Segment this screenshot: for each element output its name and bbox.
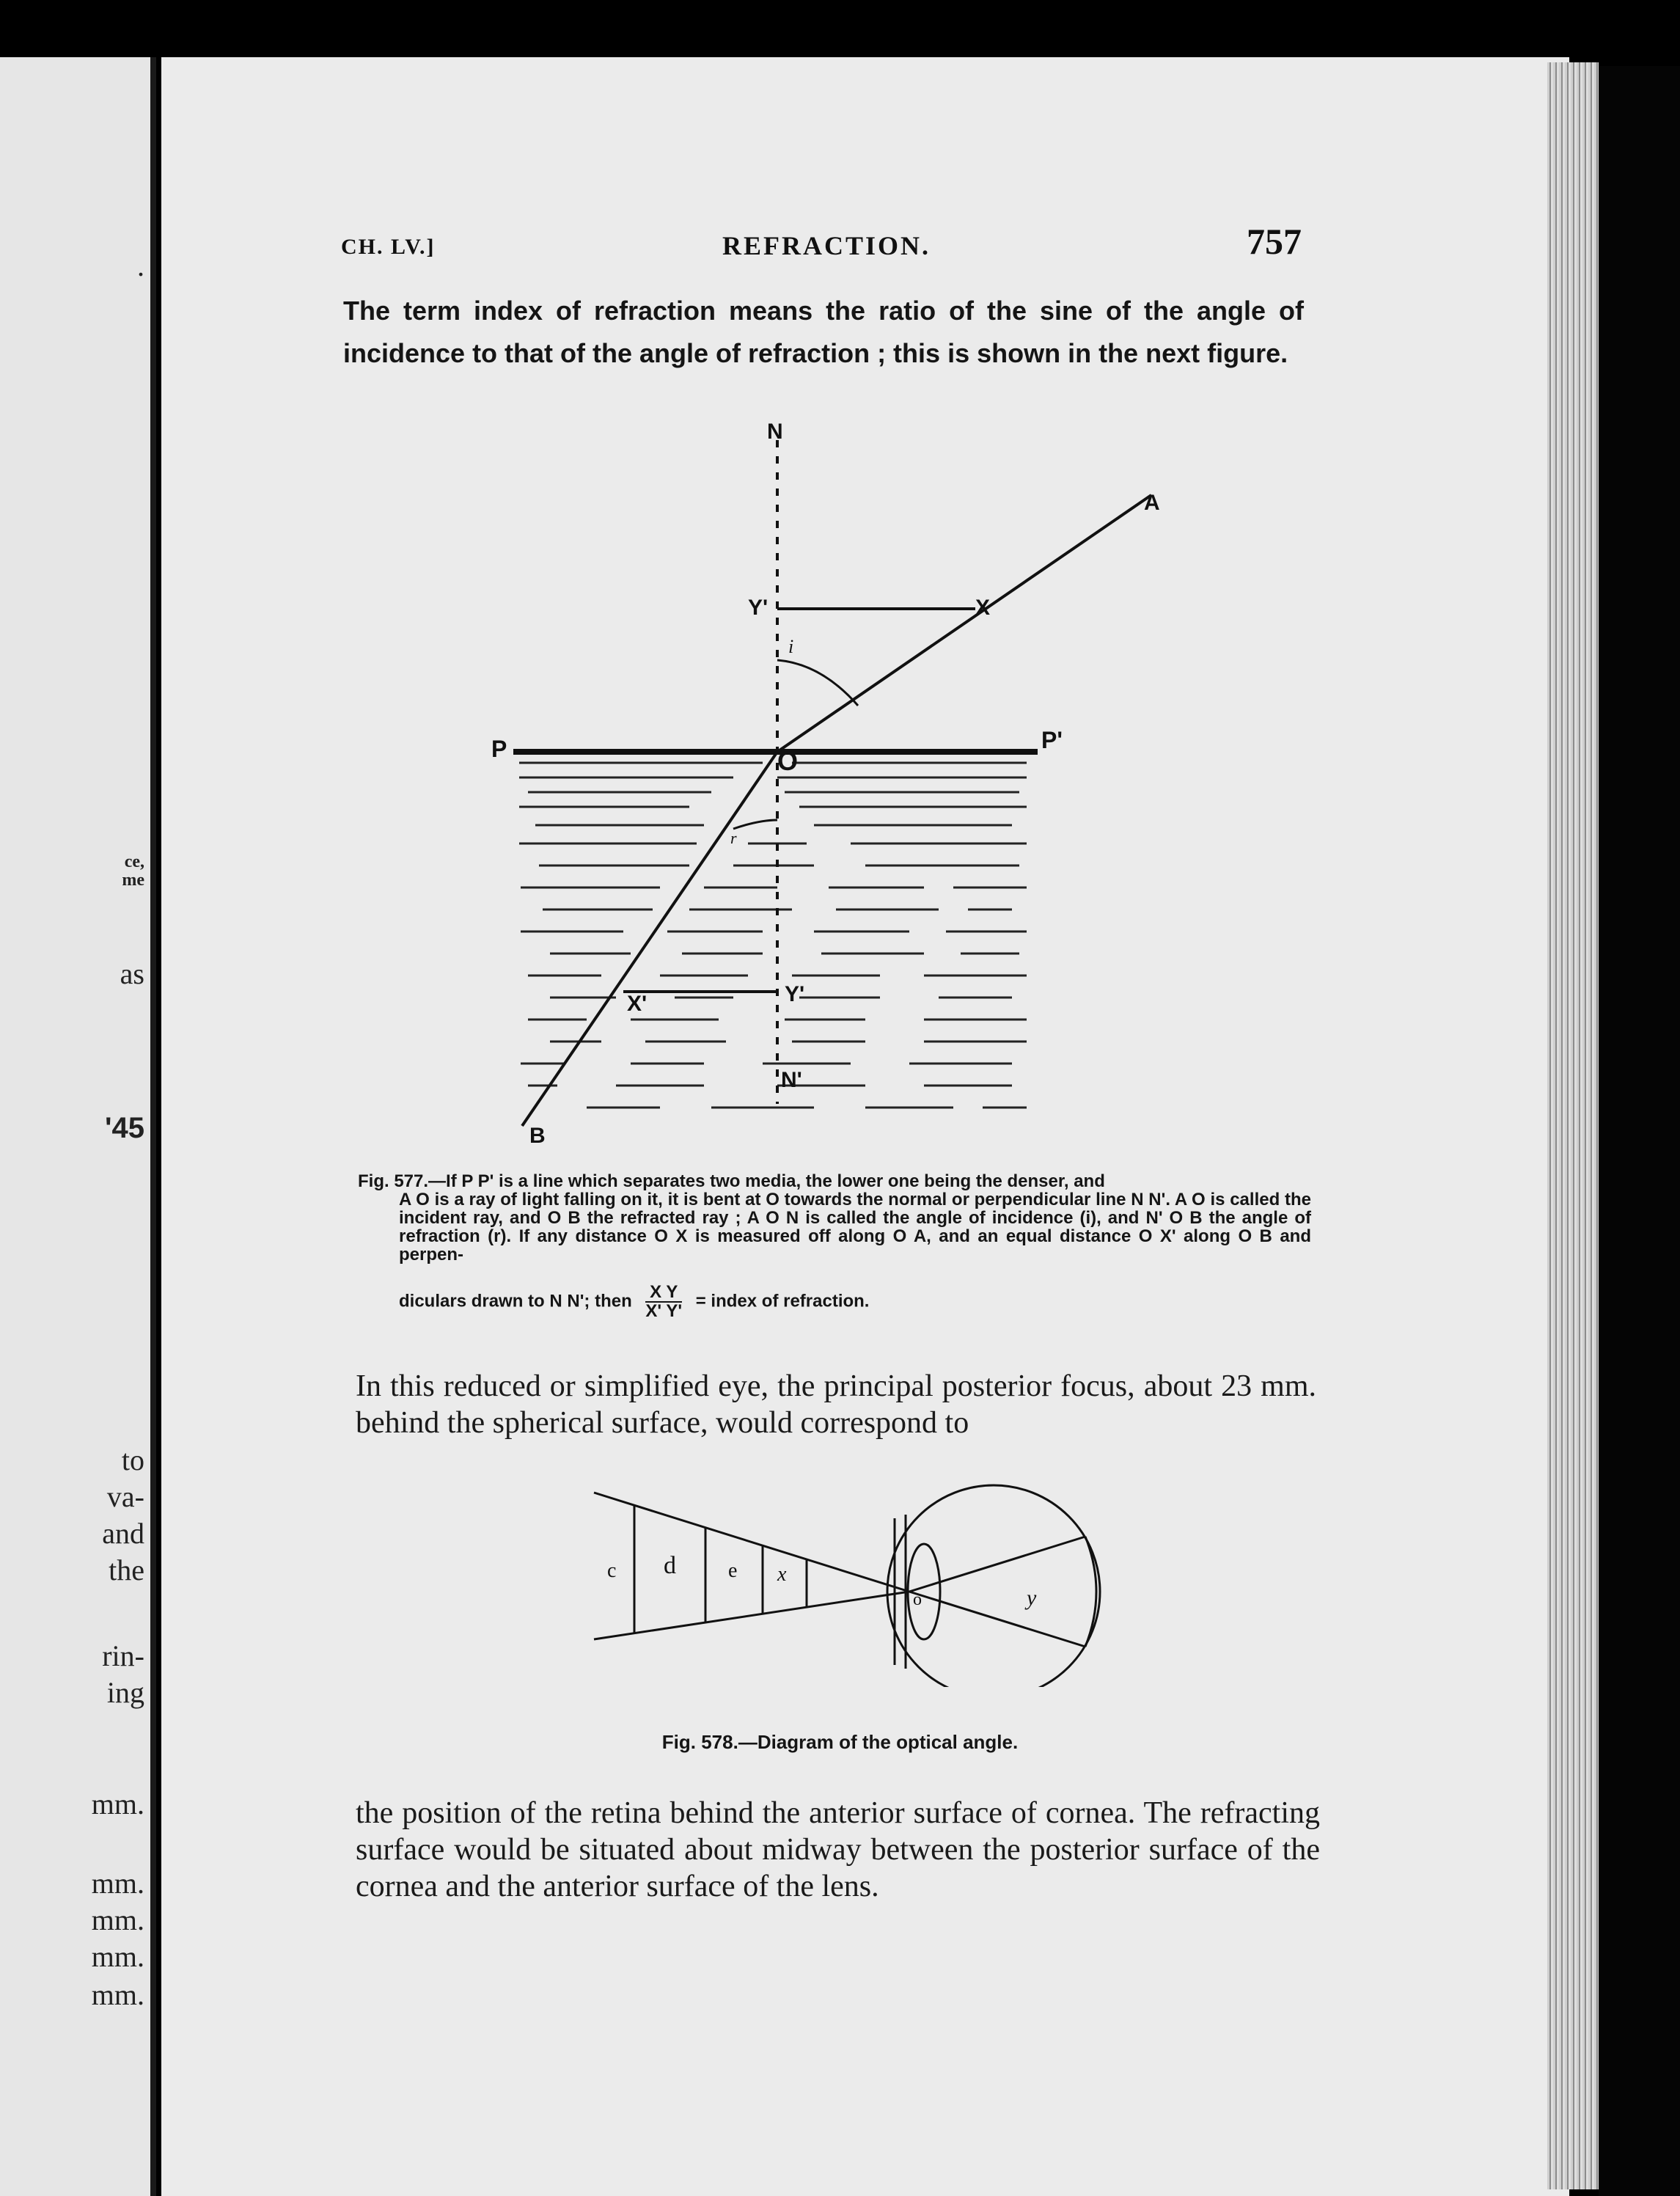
- angle-of-refraction-arc: [733, 820, 777, 829]
- label-r: r: [730, 829, 737, 847]
- left-facing-page: [0, 57, 156, 2196]
- left-fragment: as: [120, 957, 144, 990]
- label-x: X: [975, 596, 991, 620]
- label-x: x: [777, 1563, 787, 1586]
- label-n: N: [767, 420, 783, 444]
- left-fragment: ing: [106, 1676, 144, 1709]
- fraction-denominator: X' Y': [645, 1301, 683, 1321]
- label-y: Y': [748, 596, 769, 620]
- section-title: REFRACTION.: [722, 231, 931, 260]
- inner-ray-down: [909, 1592, 1085, 1647]
- label-p-prime: P': [1041, 727, 1063, 753]
- left-fragment: .: [137, 249, 144, 282]
- label-y-prime: Y': [785, 982, 805, 1006]
- caption-body: A O is a ray of light falling on it, it is bent at O towards the normal or perpendicular line N N'. A O is called the incident ray, and O B the refracted ray ; A O N is called the angle of incidence (i), and N' O B the angle of refraction (r). If any distance O X is measured off along O A, and an equal distance O X' along O B and perpen-: [399, 1190, 1311, 1264]
- caption-formula-prefix: diculars drawn to N N'; then: [399, 1291, 632, 1311]
- left-fragment: me: [122, 871, 144, 890]
- label-o: O: [777, 746, 799, 776]
- label-o: o: [913, 1590, 922, 1609]
- left-fragment: '45: [104, 1112, 144, 1144]
- figure-577-refraction-diagram: [469, 418, 1173, 1166]
- label-y: y: [1027, 1586, 1037, 1610]
- fraction-numerator: X Y: [645, 1284, 682, 1303]
- left-fragment: va-: [106, 1480, 144, 1513]
- label-p: P: [491, 736, 507, 762]
- left-fragment: and: [102, 1517, 144, 1550]
- lower-ray: [594, 1592, 909, 1639]
- running-header: [341, 220, 1302, 271]
- left-fragment: mm.: [91, 1903, 144, 1936]
- left-fragment: rin-: [102, 1639, 144, 1672]
- left-fragment: to: [121, 1443, 144, 1476]
- page-edges: [1547, 62, 1599, 2189]
- left-fragment: the: [109, 1553, 144, 1586]
- figure-577-caption-formula: [399, 1284, 1279, 1320]
- label-a: A: [1144, 491, 1160, 515]
- label-c: c: [607, 1559, 617, 1582]
- paragraph-index-of-refraction: The term index of refraction means the ratio of the sine of the angle of incidence to that of the angle of refraction ; this is shown in the next figure.: [343, 296, 1304, 368]
- book-edge-shadow: [1599, 66, 1680, 2196]
- label-d: d: [664, 1552, 676, 1579]
- label-i: i: [788, 636, 794, 657]
- label-e: e: [728, 1559, 738, 1582]
- left-fragment: mm.: [91, 1787, 144, 1820]
- chapter-label: CH. LV.]: [341, 235, 436, 259]
- eyeball: [887, 1485, 1100, 1687]
- index-fraction: [645, 1284, 682, 1320]
- figure-578-caption: Fig. 578.—Diagram of the optical angle.: [661, 1731, 1019, 1753]
- paragraph-reduced-eye: In this reduced or simplified eye, the principal posterior focus, about 23 mm. behind the spherical surface, would correspond to: [356, 1369, 1316, 1440]
- angle-of-incidence-arc: [777, 660, 858, 706]
- left-fragment: mm.: [91, 1940, 144, 1973]
- left-fragment: mm.: [91, 1867, 144, 1900]
- label-b: B: [529, 1124, 546, 1148]
- water-hatching: [519, 763, 1027, 1108]
- caption-formula-suffix: = index of refraction.: [695, 1291, 870, 1311]
- upper-ray: [594, 1493, 909, 1592]
- figure-577-caption: [358, 1172, 1311, 1264]
- incident-ray: [777, 495, 1151, 752]
- left-fragment: mm.: [91, 1978, 144, 2011]
- page-number: 757: [1247, 221, 1302, 262]
- inner-ray-up: [909, 1537, 1085, 1592]
- caption-first-line: Fig. 577.—If P P' is a line which separates two media, the lower one being the denser, and: [358, 1171, 1105, 1191]
- label-n-prime: N': [781, 1068, 802, 1092]
- paragraph-retina-position: the position of the retina behind the anterior surface of cornea. The refracting surface would be situated about midway between the posterior surface of the cornea and the anterior surface of the lens.: [356, 1796, 1320, 1903]
- figure-578-optical-angle-diagram: [579, 1474, 1107, 1687]
- label-x-prime: X': [627, 992, 648, 1016]
- left-fragment: ce,: [124, 852, 144, 871]
